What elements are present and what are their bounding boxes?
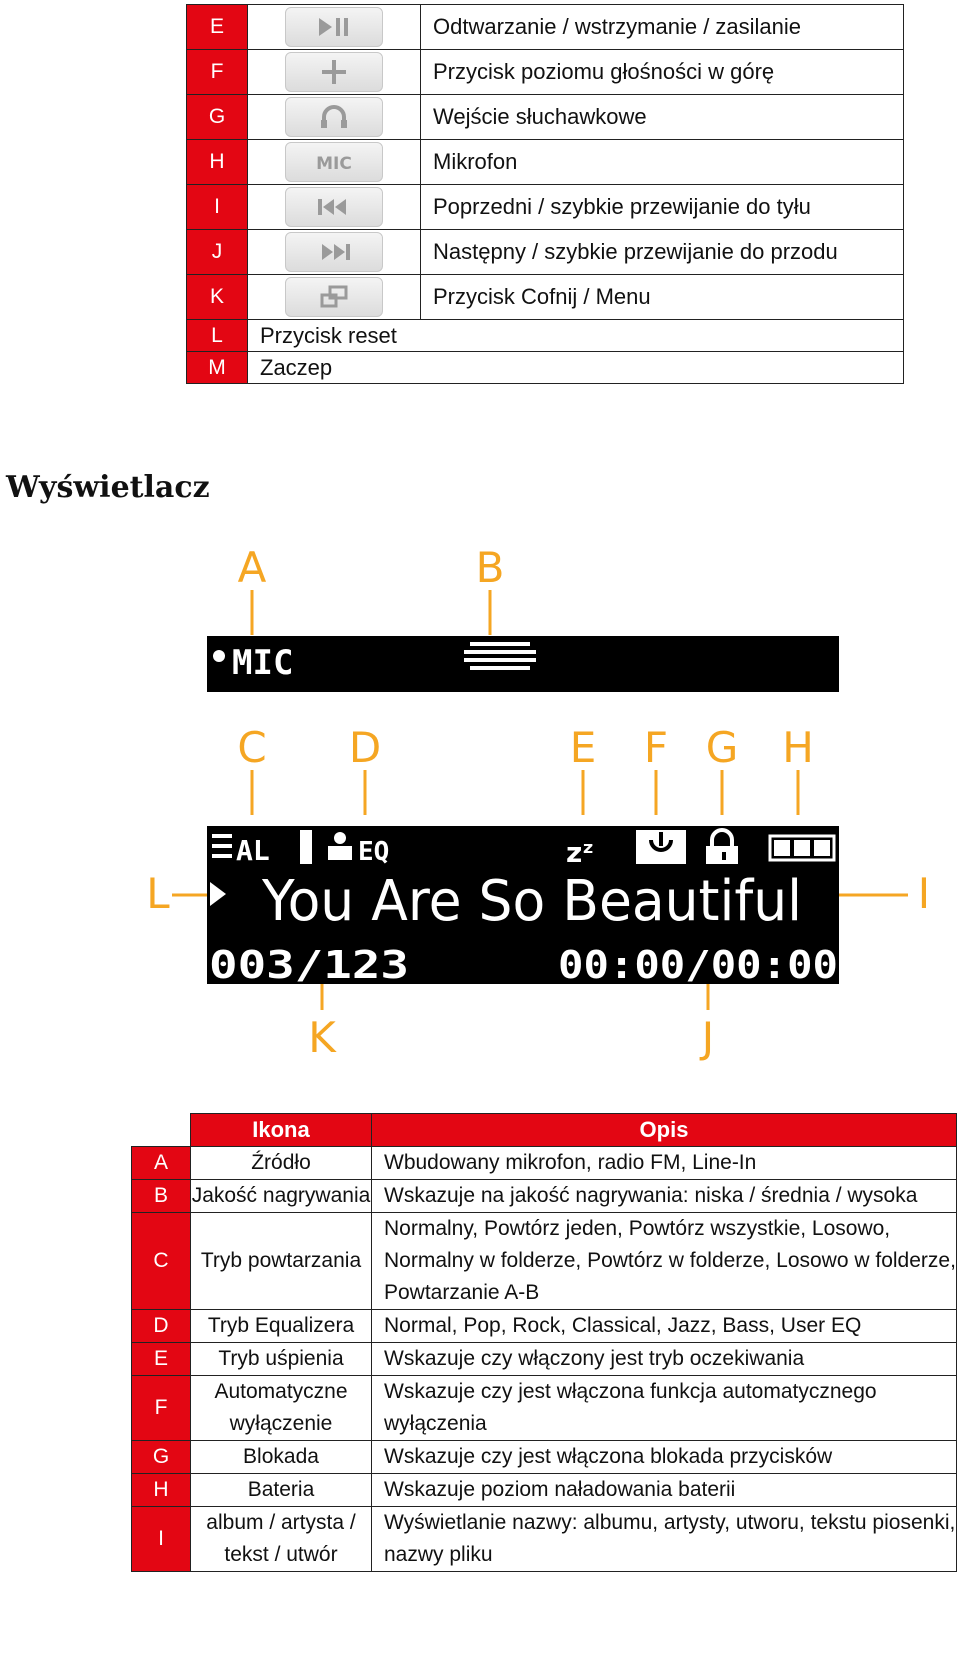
row-letter: H (187, 140, 248, 185)
row-letter: E (132, 1343, 191, 1376)
row-description: Normal, Pop, Rock, Classical, Jazz, Bass, User EQ (372, 1310, 957, 1343)
row-description: Przycisk Cofnij / Menu (421, 275, 904, 320)
callout-label-l: L (146, 869, 170, 918)
sleep-mode-text: zᶻ (566, 836, 594, 869)
row-icon-name: Blokada (191, 1441, 372, 1474)
row-letter: I (132, 1507, 191, 1572)
row-description: Odtwarzanie / wstrzymanie / zasilanie (421, 5, 904, 50)
repeat-mode-text: AL (236, 834, 270, 867)
table-row (132, 1441, 957, 1474)
callout-label-h: H (782, 723, 814, 772)
table-row (132, 1376, 957, 1441)
headphones-icon (285, 97, 383, 137)
table-row (132, 1474, 957, 1507)
table-row (187, 5, 904, 50)
source-mic-text: MIC (232, 643, 294, 683)
row-letter: H (132, 1474, 191, 1507)
row-description: Zaczep (248, 352, 904, 384)
row-letter: G (132, 1441, 191, 1474)
row-description: Wskazuje czy jest włączona funkcja automatycznego wyłączenia (372, 1376, 957, 1441)
callout-label-i: I (917, 869, 931, 918)
table-row (132, 1180, 957, 1213)
table-row (132, 1147, 957, 1180)
row-letter: D (132, 1310, 191, 1343)
row-icon-name: Źródło (191, 1147, 372, 1180)
next-icon (285, 232, 383, 272)
row-description: Normalny, Powtórz jeden, Powtórz wszystkie, Losowo, Normalny w folderze, Powtórz w folderze, Losowo w folderze, Powtarzanie A-B (372, 1213, 957, 1310)
row-description: Przycisk reset (248, 320, 904, 352)
row-description: Wskazuje czy włączony jest tryb oczekiwania (372, 1343, 957, 1376)
icons-table (131, 1113, 957, 1572)
play-pause-icon (285, 7, 383, 47)
row-description: Następny / szybkie przewijanie do przodu (421, 230, 904, 275)
row-letter: M (187, 352, 248, 384)
table-row (187, 230, 904, 275)
row-description: Przycisk poziomu głośności w górę (421, 50, 904, 95)
callout-label-j: J (701, 1013, 715, 1062)
mic-text-icon (285, 142, 383, 182)
callout-label-f: F (643, 723, 669, 772)
row-letter: F (187, 50, 248, 95)
record-dot-icon (213, 650, 225, 662)
row-letter: E (187, 5, 248, 50)
row-description: Wskazuje poziom naładowania baterii (372, 1474, 957, 1507)
table-row (132, 1310, 957, 1343)
eq-mode-text: EQ (358, 837, 390, 867)
plus-icon (285, 52, 383, 92)
row-icon-name: Jakość nagrywania (191, 1180, 372, 1213)
row-description: Wyświetlanie nazwy: albumu, artysty, utworu, tekstu piosenki, nazwy pliku (372, 1507, 957, 1572)
row-letter: J (187, 230, 248, 275)
row-icon-name: Bateria (191, 1474, 372, 1507)
row-letter: I (187, 185, 248, 230)
repeat-icon (212, 834, 232, 858)
row-icon-name: Tryb Equalizera (191, 1310, 372, 1343)
callout-label-g: G (705, 723, 739, 772)
callout-label-e: E (569, 723, 597, 772)
header-icon: Ikona (191, 1114, 372, 1147)
row-description: Wskazuje na jakość nagrywania: niska / średnia / wysoka (372, 1180, 957, 1213)
table-row (187, 352, 904, 384)
callout-label-c: C (237, 723, 267, 772)
row-letter: L (187, 320, 248, 352)
row-letter: A (132, 1147, 191, 1180)
header-description: Opis (372, 1114, 957, 1147)
table-row (187, 320, 904, 352)
row-icon-name: Tryb powtarzania (191, 1213, 372, 1310)
row-description: Wejście słuchawkowe (421, 95, 904, 140)
time-text: 00:00/00:00 (558, 943, 838, 987)
row-description: Poprzedni / szybkie przewijanie do tyłu (421, 185, 904, 230)
row-icon-name: album / artysta / tekst / utwór (191, 1507, 372, 1572)
row-letter: G (187, 95, 248, 140)
back-menu-icon (285, 277, 383, 317)
row-description: Mikrofon (421, 140, 904, 185)
previous-icon (285, 187, 383, 227)
track-counter-text: 003/123 (209, 943, 409, 987)
table-row (132, 1507, 957, 1572)
song-title-text: You Are So Beautiful (261, 869, 802, 934)
row-letter: F (132, 1376, 191, 1441)
callout-label-b: B (475, 543, 505, 592)
row-letter: K (187, 275, 248, 320)
callout-label-a: A (237, 543, 267, 592)
display-diagram (0, 530, 960, 1090)
table-row (132, 1343, 957, 1376)
table-row (187, 140, 904, 185)
row-icon-name: Tryb uśpienia (191, 1343, 372, 1376)
table-header-row (132, 1114, 957, 1147)
callout-label-d: D (348, 723, 382, 772)
buttons-table (186, 4, 904, 384)
mic-icon-text: MIC (316, 154, 352, 174)
table-row (187, 185, 904, 230)
row-letter: C (132, 1213, 191, 1310)
callout-label-k: K (308, 1013, 336, 1062)
row-description: Wskazuje czy jest włączona blokada przycisków (372, 1441, 957, 1474)
table-row (132, 1213, 957, 1310)
row-description: Wbudowany mikrofon, radio FM, Line-In (372, 1147, 957, 1180)
table-row (187, 275, 904, 320)
table-row (187, 95, 904, 140)
status-divider (300, 830, 312, 864)
table-row (187, 50, 904, 95)
row-icon-name: Automatyczne wyłączenie (191, 1376, 372, 1441)
section-title: Wyświetlacz (6, 470, 210, 505)
row-letter: B (132, 1180, 191, 1213)
